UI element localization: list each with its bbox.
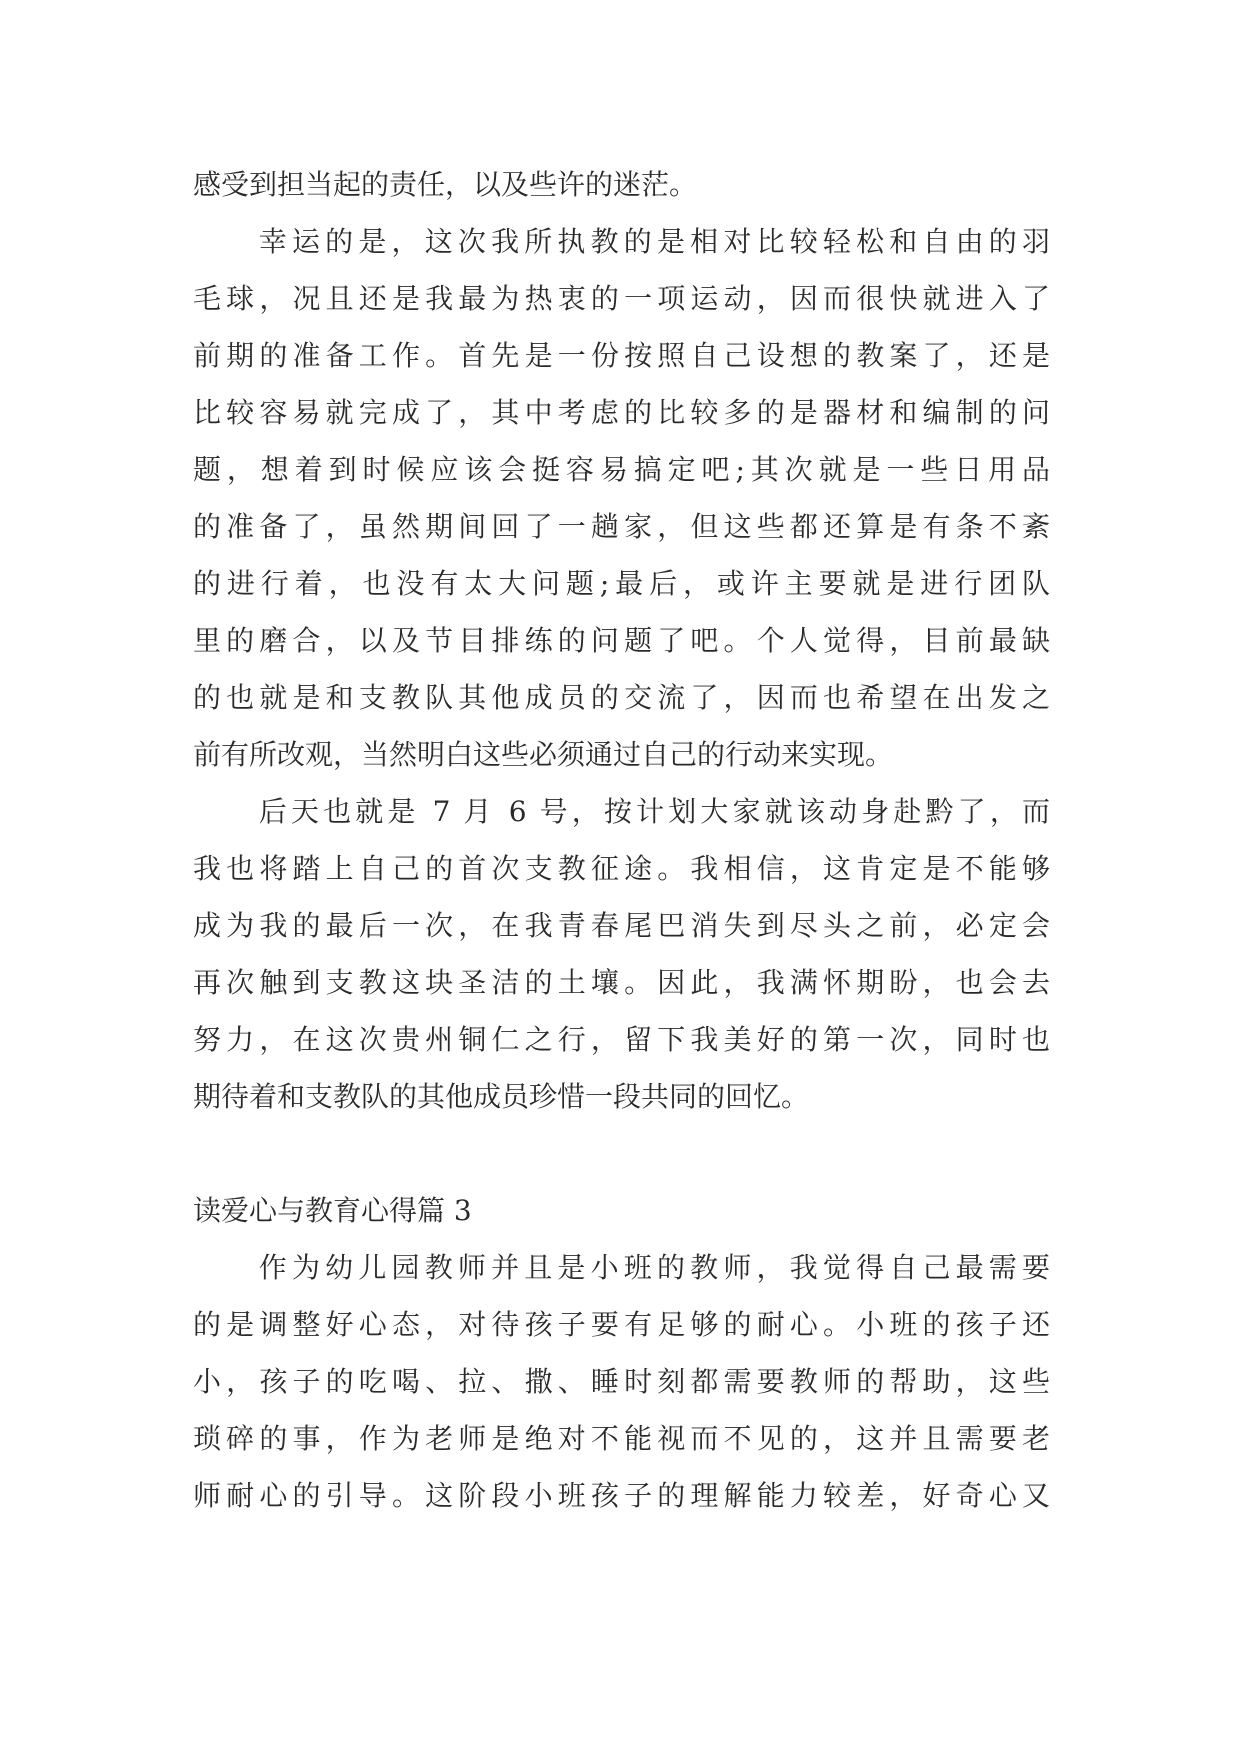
paragraph-line: 前有所改观，当然明白这些必须通过自己的行动来实现。: [193, 738, 894, 771]
paragraph-line: 作为幼儿园教师并且是小班的教师，我觉得自己最需要: [258, 1251, 1050, 1284]
paragraph-line: 琐碎的事，作为老师是绝对不能视而不见的，这并且需要老: [193, 1422, 1050, 1455]
paragraph-line: 感受到担当起的责任，以及些许的迷茫。: [193, 168, 698, 201]
paragraph-line: 前期的准备工作。首先是一份按照自己设想的教案了，还是: [193, 339, 1050, 372]
paragraph-line: 期待着和支教队的其他成员珍惜一段共同的回忆。: [193, 1080, 810, 1113]
paragraph-line: 的是调整好心态，对待孩子要有足够的耐心。小班的孩子还: [193, 1308, 1050, 1341]
paragraph-line: 比较容易就完成了，其中考虑的比较多的是器材和编制的问: [193, 396, 1050, 429]
paragraph-line: 幸运的是，这次我所执教的是相对比较轻松和自由的羽: [258, 225, 1050, 258]
paragraph-line: 努力，在这次贵州铜仁之行，留下我美好的第一次，同时也: [193, 1023, 1050, 1056]
paragraph-line: 里的磨合，以及节目排练的问题了吧。个人觉得，目前最缺: [193, 624, 1050, 657]
paragraph-line: 题，想着到时候应该会挺容易搞定吧;其次就是一些日用品: [193, 453, 1050, 486]
paragraph-line: 师耐心的引导。这阶段小班孩子的理解能力较差，好奇心又: [193, 1479, 1050, 1512]
paragraph-line: 我也将踏上自己的首次支教征途。我相信，这肯定是不能够: [193, 852, 1050, 885]
blank-line: [193, 1125, 1050, 1182]
paragraph-line: 毛球，况且还是我最为热衷的一项运动，因而很快就进入了: [193, 282, 1050, 315]
paragraph-line: 的准备了，虽然期间回了一趟家，但这些都还算是有条不紊: [193, 510, 1050, 543]
paragraph-line: 的进行着，也没有太大问题;最后，或许主要就是进行团队: [193, 567, 1050, 600]
document-page: [193, 156, 1050, 1524]
paragraph-line: 的也就是和支教队其他成员的交流了，因而也希望在出发之: [193, 681, 1050, 714]
paragraph-line: 成为我的最后一次，在我青春尾巴消失到尽头之前，必定会: [193, 909, 1050, 942]
paragraph-line: 后天也就是 7 月 6 号，按计划大家就该动身赴黔了，而: [258, 795, 1050, 828]
paragraph-line: 小，孩子的吃喝、拉、撒、睡时刻都需要教师的帮助，这些: [193, 1365, 1050, 1398]
section-title: 读爱心与教育心得篇 3: [193, 1194, 472, 1227]
paragraph-line: 再次触到支教这块圣洁的土壤。因此，我满怀期盼，也会去: [193, 966, 1050, 999]
